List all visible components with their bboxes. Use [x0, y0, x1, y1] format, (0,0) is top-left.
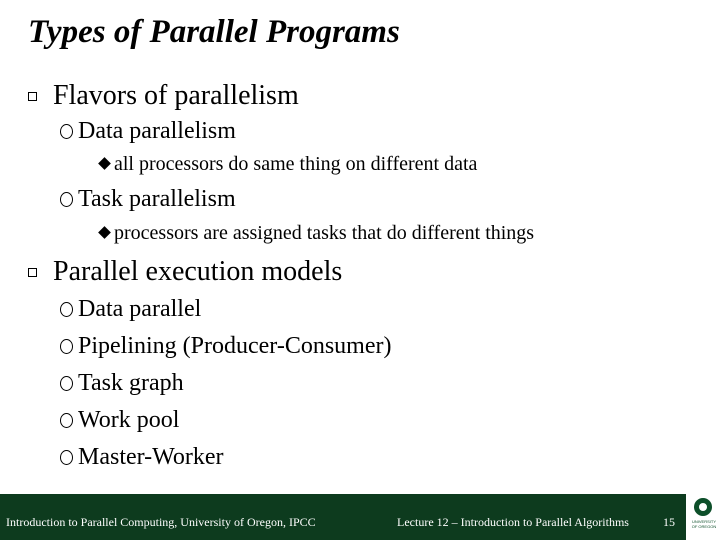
circle-bullet-icon [60, 192, 73, 207]
bullet-text: all processors do same thing on different data [114, 153, 478, 175]
bullet-level3 [100, 153, 477, 176]
circle-bullet-icon [60, 450, 73, 465]
footer-page-number: 15 [663, 515, 675, 529]
bullet-level2 [60, 407, 179, 434]
bullet-text: Work pool [78, 407, 180, 433]
bullet-level1 [28, 256, 342, 288]
bullet-text: Task parallelism [78, 186, 236, 212]
bullet-text: Flavors of parallelism [53, 80, 299, 111]
university-of-oregon-logo-icon [688, 496, 720, 540]
square-bullet-icon [28, 92, 37, 101]
logo-wordmark: UNIVERSITY OF OREGON [691, 519, 717, 529]
bullet-level2 [60, 370, 184, 397]
circle-bullet-icon [60, 339, 73, 354]
circle-bullet-icon [60, 376, 73, 391]
footer-course: Introduction to Parallel Computing, University of Oregon, IPCC [6, 515, 316, 529]
bullet-text: Pipelining (Producer-Consumer) [78, 333, 392, 359]
slide-title: Types of Parallel Programs [28, 14, 400, 50]
bullet-text: Master-Worker [78, 444, 224, 470]
circle-bullet-icon [60, 124, 73, 139]
square-bullet-icon [28, 268, 37, 277]
bullet-level2 [60, 118, 236, 145]
bullet-level2 [60, 186, 236, 213]
oregon-o-mark [694, 498, 712, 516]
bullet-level2 [60, 444, 224, 471]
bullet-text: processors are assigned tasks that do different things [114, 222, 535, 244]
bullet-level3 [100, 222, 534, 245]
diamond-bullet-icon [98, 157, 111, 170]
bullet-level1 [28, 80, 299, 112]
bullet-text: Task graph [78, 370, 184, 396]
circle-bullet-icon [60, 413, 73, 428]
bullet-level2 [60, 296, 201, 323]
bullet-text: Data parallelism [78, 118, 236, 144]
bullet-text: Parallel execution models [53, 256, 343, 287]
bullet-text: Data parallel [78, 296, 202, 322]
circle-bullet-icon [60, 302, 73, 317]
diamond-bullet-icon [98, 226, 111, 239]
footer-bar [0, 494, 686, 540]
bullet-level2 [60, 333, 391, 360]
footer-lecture: Lecture 12 – Introduction to Parallel Algorithms [397, 515, 629, 529]
